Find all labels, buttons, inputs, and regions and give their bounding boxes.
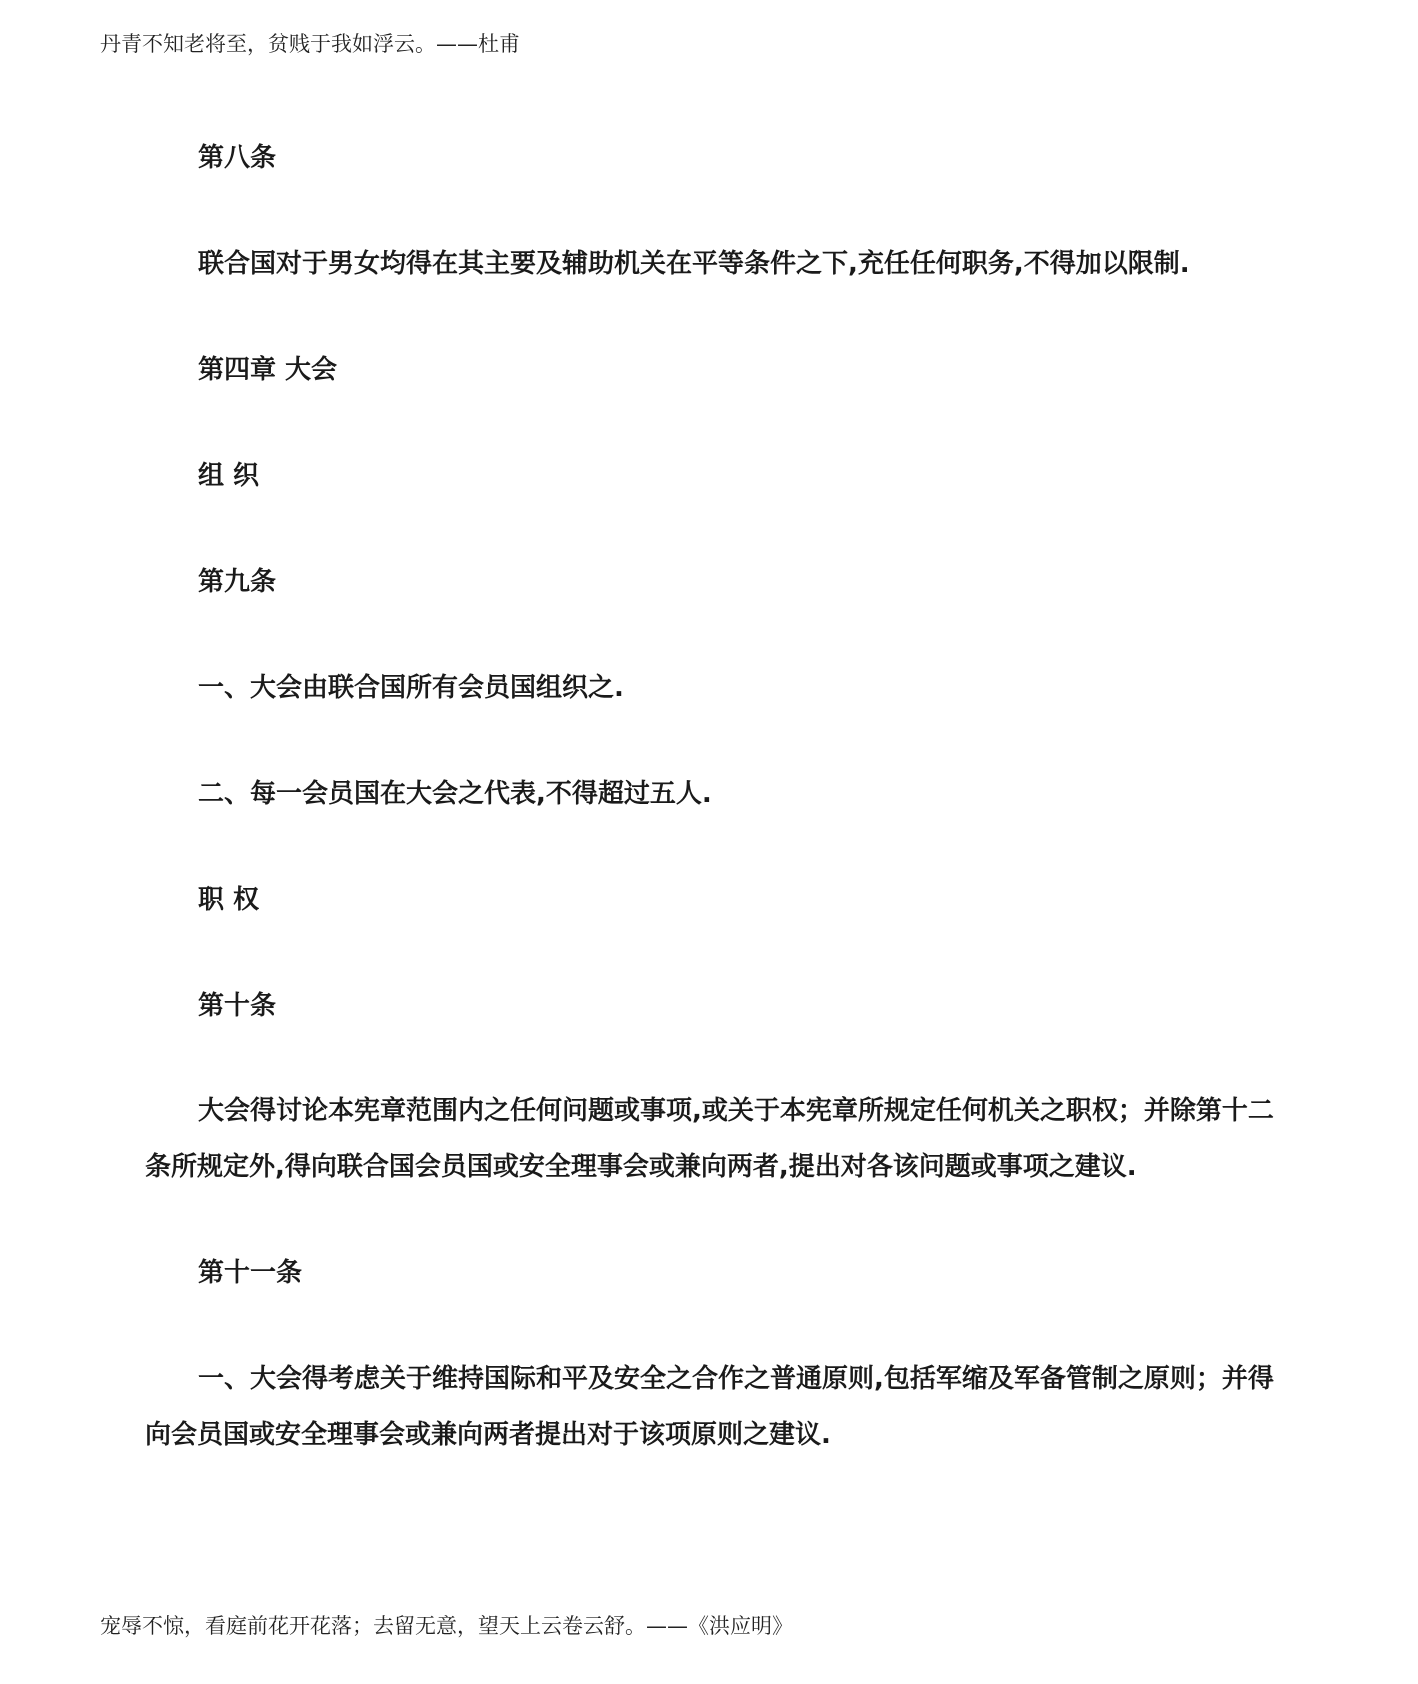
- article-10-title: 第十条: [198, 991, 277, 1021]
- article-9-item-2: 二、每一会员国在大会之代表,不得超过五人.: [198, 779, 712, 809]
- page-header-quote: 丹青不知老将至，贫贱于我如浮云。——杜甫: [100, 32, 520, 56]
- article-9-title: 第九条: [198, 567, 277, 597]
- article-11-title: 第十一条: [198, 1258, 303, 1288]
- article-11-item-1: 一、大会得考虑关于维持国际和平及安全之合作之普通原则,包括军缩及军备管制之原则；并得向会员国或安全理事会或兼向两者提出对于该项原则之建议.: [145, 1364, 1274, 1450]
- section-functions-heading: 职 权: [198, 885, 260, 915]
- chapter-4-title: 第四章 大会: [198, 355, 338, 385]
- article-8-text: 联合国对于男女均得在其主要及辅助机关在平等条件之下,充任任何职务,不得加以限制.: [198, 249, 1190, 279]
- article-9-item-1: 一、大会由联合国所有会员国组织之.: [198, 673, 624, 703]
- page-footer-quote: 宠辱不惊，看庭前花开花落；去留无意，望天上云卷云舒。——《洪应明》: [100, 1614, 793, 1638]
- article-10-text: 大会得讨论本宪章范围内之任何问题或事项,或关于本宪章所规定任何机关之职权；并除第十二条所规定外,得向联合国会员国或安全理事会或兼向两者,提出对各该问题或事项之建议.: [145, 1096, 1274, 1182]
- section-organization-heading: 组 织: [198, 461, 260, 491]
- article-8-title: 第八条: [198, 143, 277, 173]
